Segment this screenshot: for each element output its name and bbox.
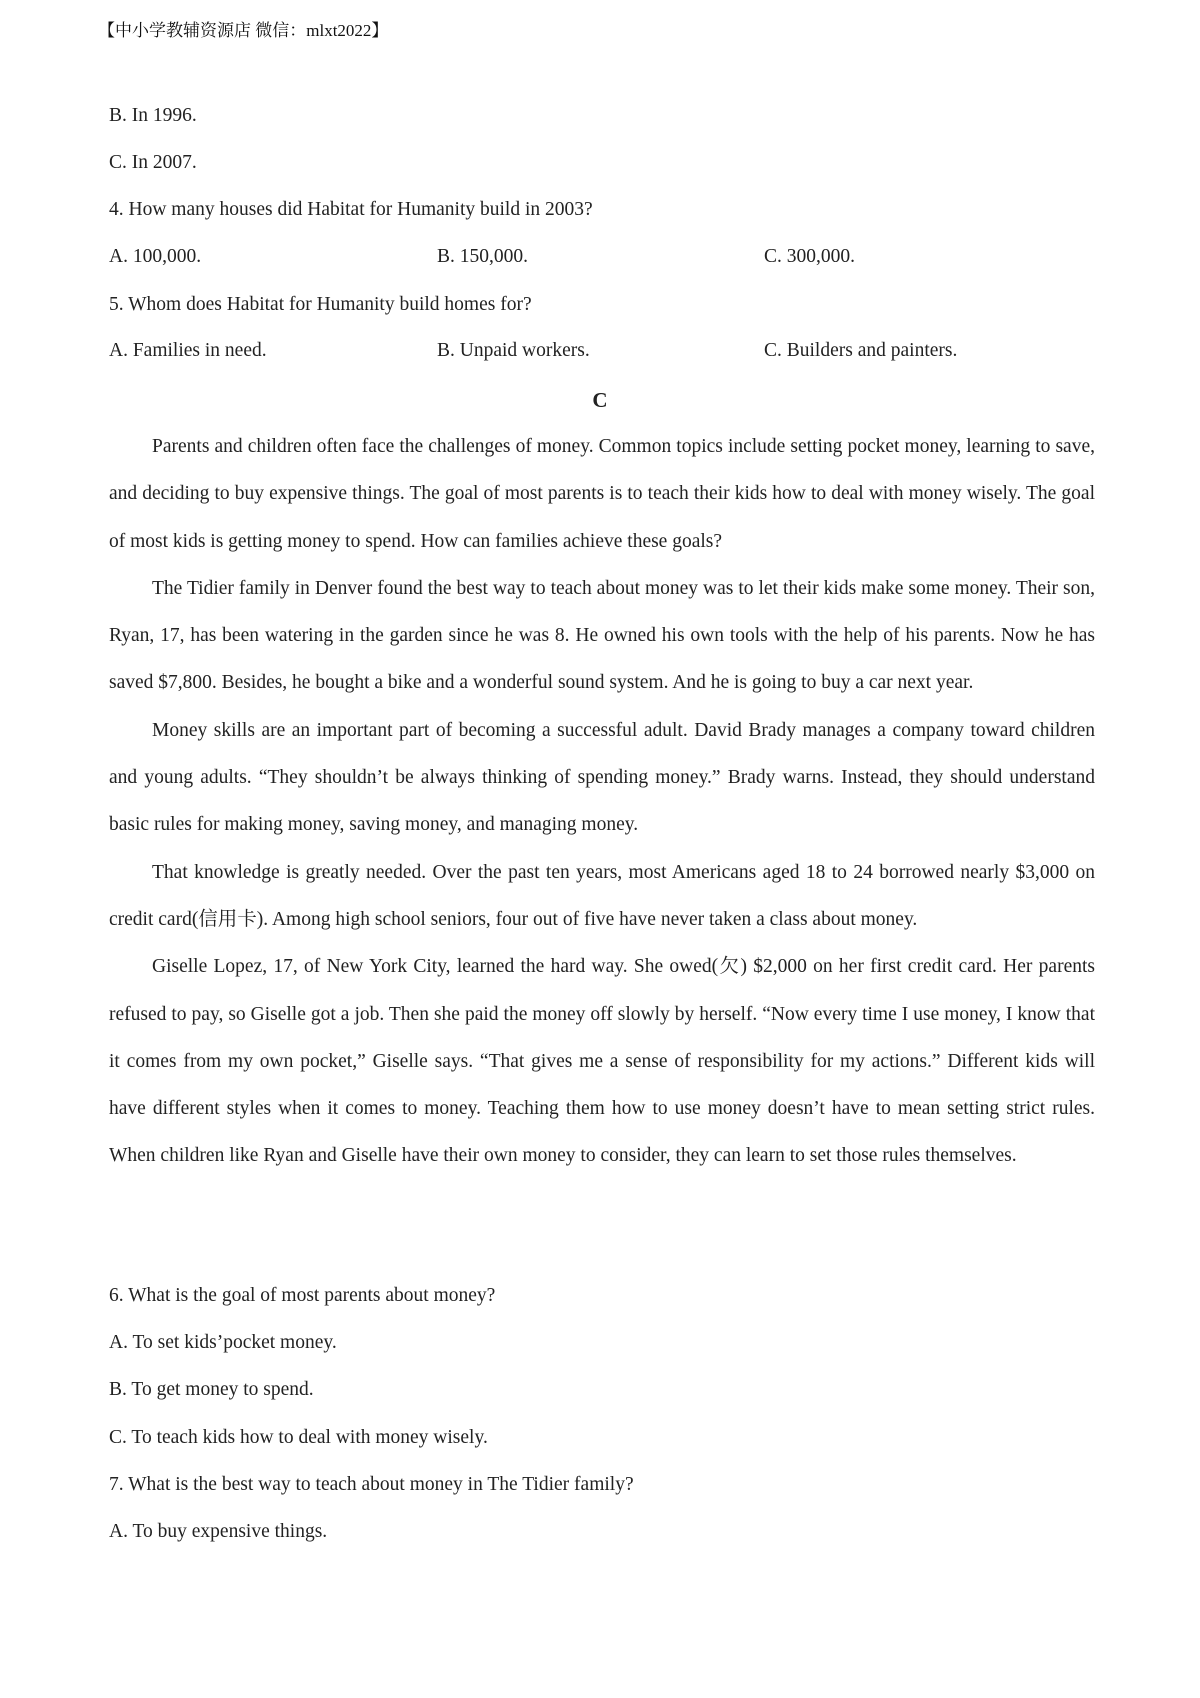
- passage-paragraph-4: That knowledge is greatly needed. Over the past ten years, most Americans aged 18 to 24 borrowed nearly $3,000 on credit card(信用卡). Among high school seniors, four out of five have never taken a class about money.: [109, 861, 1095, 930]
- passage-paragraph-1: Parents and children often face the challenges of money. Common topics include setting pocket money, learning to save, and deciding to buy expensive things. The goal of most parents is to teach their kids how to deal with money wisely. The goal of most kids is getting money to spend. How can families achieve these goals?: [109, 436, 1095, 552]
- q4-option-c: C. 300,000.: [764, 246, 856, 267]
- q4-option-b: B. 150,000.: [437, 246, 529, 267]
- q5-question: 5. Whom does Habitat for Humanity build homes for?: [109, 294, 532, 315]
- q6-question: 6. What is the goal of most parents about money?: [109, 1285, 496, 1306]
- q5-option-b: B. Unpaid workers.: [437, 340, 590, 361]
- q5-option-c: C. Builders and painters.: [764, 340, 958, 361]
- q6-option-b: B. To get money to spend.: [109, 1379, 314, 1400]
- q4-option-a: A. 100,000.: [109, 246, 202, 267]
- q7-option-a: A. To buy expensive things.: [109, 1521, 328, 1542]
- q5-option-a: A. Families in need.: [109, 340, 267, 361]
- q5-options: [109, 340, 1109, 364]
- q6-option-a: A. To set kids’pocket money.: [109, 1332, 337, 1353]
- section-heading: C: [592, 388, 608, 412]
- q3-option-b: B. In 1996.: [109, 105, 197, 126]
- q4-question: 4. How many houses did Habitat for Humanity build in 2003?: [109, 199, 593, 220]
- reading-passage: [109, 423, 1095, 1180]
- page-header: 【中小学教辅资源店 微信：mlxt2022】: [98, 21, 389, 40]
- q4-options: [109, 246, 1109, 270]
- passage-paragraph-2: The Tidier family in Denver found the best way to teach about money was to let their kids make some money. Their son, Ryan, 17, has been watering in the garden since he was 8. He owned his own tools with the help of his parents. Now he has saved $7,800. Besides, he bought a bike and a wonderful sound system. And he is going to buy a car next year.: [109, 577, 1095, 694]
- passage-paragraph-5: Giselle Lopez, 17, of New York City, learned the hard way. She owed(欠) $2,000 on her first credit card. Her parents refused to pay, so Giselle got a job. Then she paid the money off slowly by herself. “Now every time I use money, I know that it comes from my own pocket,” Giselle says. “That gives me a sense of responsibility for my actions.” Different kids will have different styles when it comes to money. Teaching them how to use money doesn’t have to mean setting strict rules. When children like Ryan and Giselle have their own money to consider, they can learn to set those rules themselves.: [109, 956, 1095, 1167]
- q6-option-c: C. To teach kids how to deal with money wisely.: [109, 1427, 488, 1448]
- passage-paragraph-3: Money skills are an important part of becoming a successful adult. David Brady manages a company toward children and young adults. “They shouldn’t be always thinking of spending money.” Brady warns. Instead, they should understand basic rules for making money, saving money, and managing money.: [109, 719, 1095, 836]
- q3-option-c: C. In 2007.: [109, 152, 197, 173]
- q7-question: 7. What is the best way to teach about money in The Tidier family?: [109, 1474, 634, 1495]
